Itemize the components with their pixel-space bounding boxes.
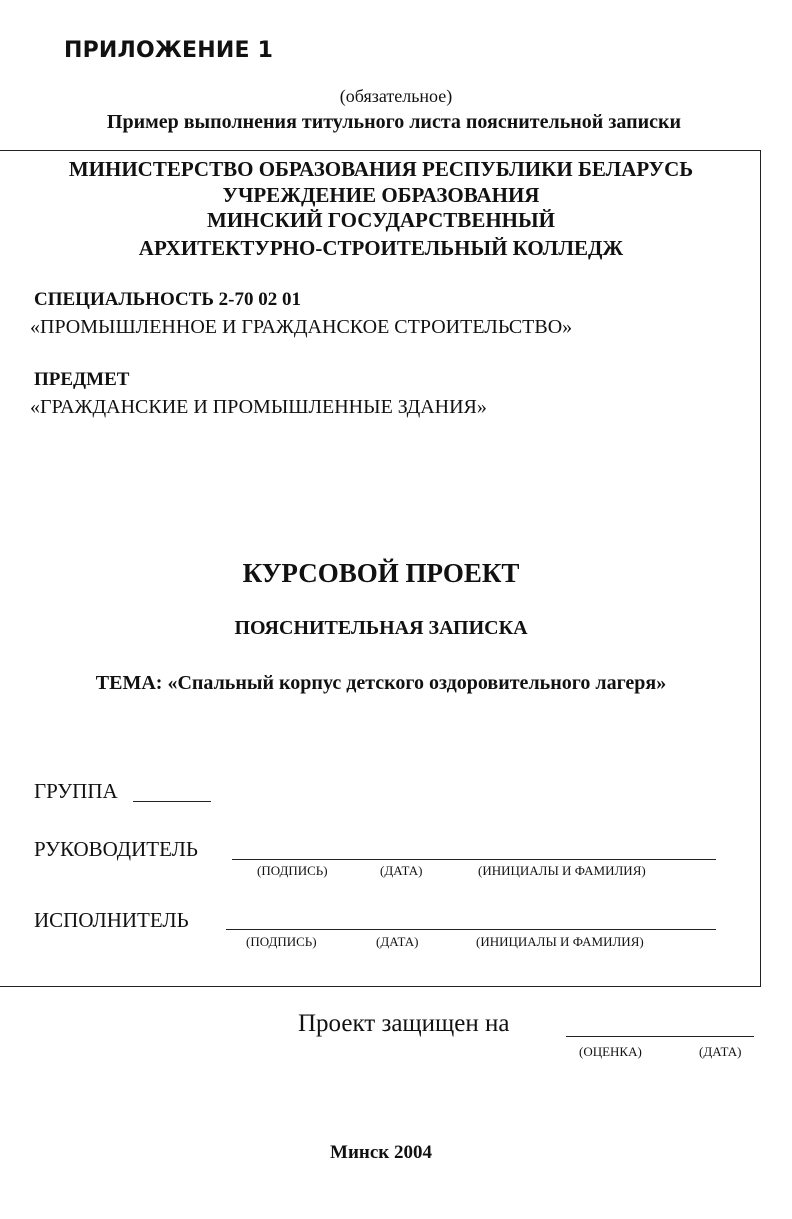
- org-line-college: АРХИТЕКТУРНО-СТРОИТЕЛЬНЫЙ КОЛЛЕДЖ: [138, 236, 624, 260]
- executor-caption-signature: (ПОДПИСЬ): [246, 934, 317, 949]
- supervisor-caption-signature: (ПОДПИСЬ): [257, 863, 328, 878]
- example-caption: Пример выполнения титульного листа пояснительной записки: [106, 111, 682, 133]
- specialty-value: «ПРОМЫШЛЕННОЕ И ГРАЖДАНСКОЕ СТРОИТЕЛЬСТВО»: [30, 316, 573, 338]
- subject-label: ПРЕДМЕТ: [34, 369, 130, 390]
- group-fill-line: [133, 801, 211, 802]
- executor-label: ИСПОЛНИТЕЛЬ: [34, 908, 189, 932]
- supervisor-caption-name: (ИНИЦИАЛЫ И ФАМИЛИЯ): [478, 863, 646, 878]
- supervisor-fill-line: [232, 859, 716, 860]
- defense-caption-grade: (ОЦЕНКА): [579, 1044, 642, 1059]
- executor-fill-line: [226, 929, 716, 930]
- defense-caption-date: (ДАТА): [699, 1044, 742, 1059]
- defense-fill-line: [566, 1036, 754, 1037]
- org-line-minsk-state: МИНСКИЙ ГОСУДАРСТВЕННЫЙ: [207, 208, 555, 232]
- org-line-ministry: МИНИСТЕРСТВО ОБРАЗОВАНИЯ РЕСПУБЛИКИ БЕЛАРУСЬ: [68, 157, 694, 181]
- defense-label: Проект защищен на: [298, 1010, 510, 1037]
- mandatory-note: (обязательное): [339, 86, 453, 106]
- group-label: ГРУППА: [34, 779, 118, 803]
- subject-value: «ГРАЖДАНСКИЕ И ПРОМЫШЛЕННЫЕ ЗДАНИЯ»: [30, 396, 487, 418]
- appendix-title: ПРИЛОЖЕНИЕ 1: [64, 38, 274, 63]
- topic: ТЕМА: «Спальный корпус детского оздоровительного лагеря»: [95, 672, 667, 694]
- city-year: Минск 2004: [330, 1142, 432, 1163]
- specialty-label: СПЕЦИАЛЬНОСТЬ 2-70 02 01: [34, 289, 301, 310]
- executor-caption-date: (ДАТА): [376, 934, 419, 949]
- org-line-institution: УЧРЕЖДЕНИЕ ОБРАЗОВАНИЯ: [222, 183, 540, 207]
- executor-caption-name: (ИНИЦИАЛЫ И ФАМИЛИЯ): [476, 934, 644, 949]
- document-kind: ПОЯСНИТЕЛЬНАЯ ЗАПИСКА: [234, 617, 528, 639]
- supervisor-label: РУКОВОДИТЕЛЬ: [34, 837, 198, 861]
- supervisor-caption-date: (ДАТА): [380, 863, 423, 878]
- work-type: КУРСОВОЙ ПРОЕКТ: [242, 558, 520, 588]
